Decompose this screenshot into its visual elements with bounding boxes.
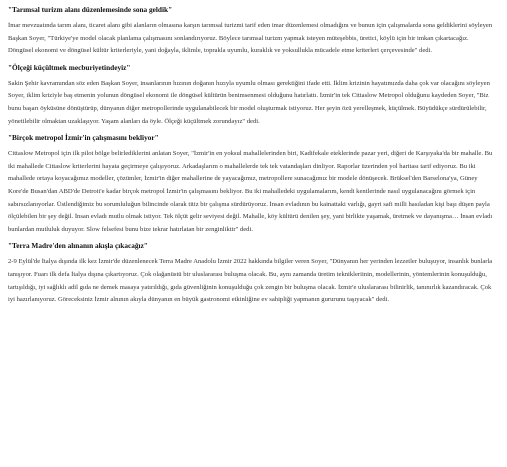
section-paragraph: Cittaslow Metropol için ilk pilot bölge belirlediklerini anlatan Soyer, "İzmir'in en yoksul mahallelerinden biri, Kadifekale eteklerinde pazar yeri, diğeri de Karşıyaka'da bir mahalle. Bu iki mahallede Cittaslow kriterlerini hayata geçirmeye çalışıyoruz. Arkadaşlarım o mahallelerde tek tek vatandaşları dinliyor. Raporlar üzerinden yol haritası tarif ediyoruz. Bu iki mahallede ortaya koyacağımız modeller, çözümler, İzmir'in diğer mahallerine de yayacağımız, metropollere sunacağımız bir modele dönüşecek. Brüksel'den Barselona'ya, Güney Kore'de Busan'dan ABD'de Detroit'e kadar birçok metropol İzmir'in çalışmasını bekliyor. Bu iki mahalledeki uygulamalarım, kendi kentlerinde nasıl uygulanacağını görmek için sabırsızlanıyorlar. Üstlendiğimiz bu sorumluluğun bilincinde olarak titiz bir çalışma sürdürüyoruz. İnsan evladının bu kainattaki varlığı, gayri safi milli hasıladan kişi başı düşen payla ölçülebilen bir şey değil. İnsan evladı mutlu olmak istiyor. Tek ölçüt gelir seviyesi değil. Mahalle, köy kültürü denilen şey, yani birlikte yaşamak, üretmek ve dayanışma… İnsan evladı bunlardan mutluluk duyuyor. Slow felsefesi bunu bize tekrar hatırlatan bir zenginliktir" dedi. xyxy=(8,150,493,233)
section-metropol xyxy=(8,133,493,236)
section-heading: "Terra Madre'den alınanın akışla çıkacağız" xyxy=(8,241,148,251)
section-paragraph: 2-9 Eylül'de İtalya dışında ilk kez İzmir'de düzenlenecek Terra Madre Anadolu İzmir 2022 hakkında bilgiler veren Soyer, "Dünyanın her yerinden lezzetler buluşuyor, insanlık bunlarla tanışıyor. Fuarı ilk defa İtalya dışına çıkartıyoruz. Çok olağanüstü bir uluslararası buluşma olacak. Bu, aynı zamanda üretim teknikleriinin, modellerinin, yöntemlerinin konuşulduğu, tartışıldığı, iyi sağlıklı adil gıda ne demek masaya yatırıldığı, gıda güvenliğinin konuşulduğu çok zengin bir buluşma olacak. İzmir'e uluslararası bilinirlik, tanınırlık kazandıracak. Çok iyi hazırlanıyoruz. Göreceksiniz İzmir alnının akıyla dünyanın en büyük gastronomi etkinliğine ev sahipliği yapmanın gururunu taşıyacak" dedi. xyxy=(8,258,493,304)
section-heading: "Tarımsal turizm alanı düzenlemesinde sona geldik" xyxy=(8,5,173,14)
section-heading: "Birçok metropol İzmir'in çalışmasını bekliyor" xyxy=(8,133,159,143)
section-scale xyxy=(8,63,493,128)
section-paragraph: İmar mevzuatında tarım alanı, ticaret alanı gibi alanların olmasına karşın tarımsal turizmi tarif eden imar düzenlemesi olmadığını ve bunun için çalışmalarda sona geldiklerini söyleyen Başkan Soyer, "Türkiye'ye model olacak planlama çalışmasını sonlandırıyoruz. Böylece tarımsal turizm yapmak isteyen müteşebbis, üretici, köylü için bir imkan çıkartacağız. Döngüsel ekonomi ve döngüsel kültür kriterleriyle, yani doğayla, iklimle, toprakla uyumlu, kuraklık ve yoksullukla mücadele etme kriterleri çerçevesinde" dedi. xyxy=(8,22,493,55)
section-paragraph: Sakin Şehir kavramından söz eden Başkan Soyer, insanlarının hızının doğanın hızıyla uyumlu olması gerektiğini ifade etti. İklim krizinin hayatımızda daha çok var olacağını söyleyen Soyer, iklim kriziyle baş etmenin yolunun döngüsel ekonomi ile döngüsel kültürün benimsenmesi olduğunu hatırlattı. İzmir'in tek Cittaslow Metropol olduğunu kaydeden Soyer, "Biz bunu başarı öyküsüne dönüştürüp, dünyanın diğer metropollerinde uygulanabilecek bir model oluşturmak istiyoruz. Her şeyin özü yerelleşmek, küçülmek. Büyüdükçe sürdürülebilir, yönetilebilir olmaktan uzaklaşıyor. Yaşam alanları da öyle. Ölçeği küçültmek zorundayız" dedi. xyxy=(8,79,490,125)
section-agricultural-tourism xyxy=(8,5,493,58)
section-heading: "Ölçeği küçültmek mecburiyetindeyiz" xyxy=(8,62,131,72)
section-terra-madre xyxy=(8,241,493,306)
